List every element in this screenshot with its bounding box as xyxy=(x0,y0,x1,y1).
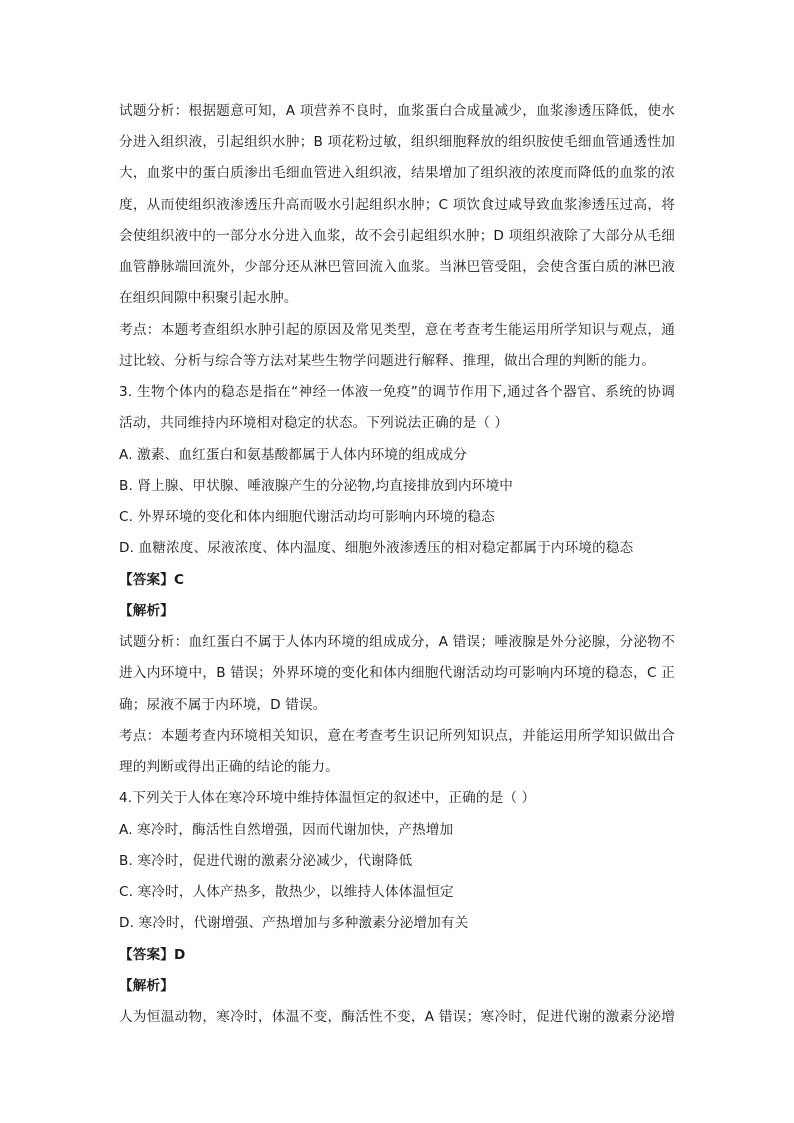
question-3-option-d: D. 血糖浓度、尿液浓度、体内温度、细胞外液渗透压的相对稳定都属于内环境的稳态 xyxy=(119,540,634,556)
text-line-analysis-5: 会使组织液中的一部分水分进入血浆，故不会引起组织水肿；D 项组织液除了大部分从毛细 xyxy=(119,228,675,244)
question-3-option-c: C. 外界环境的变化和体内细胞代谢活动均可影响内环境的稳态 xyxy=(119,509,495,525)
text-line-analysis-2: 分进入组织液，引起组织水肿；B 项花粉过敏，组织细胞释放的组织胺使毛细血管通透性加 xyxy=(119,134,675,150)
question-4-analysis-heading: 【解析】 xyxy=(119,978,174,994)
question-3-option-b: B. 肾上腺、甲状腺、唾液腺产生的分泌物,均直接排放到内环境中 xyxy=(119,478,513,494)
question-3-stem-2: 活动，共同维持内环境相对稳定的状态。下列说法正确的是（ ） xyxy=(119,415,509,431)
text-line-analysis-6: 血管静脉端回流外，少部分还从淋巴管回流入血浆。当淋巴管受阻，会使含蛋白质的淋巴液 xyxy=(119,259,675,275)
text-line-kaodian-2: 过比较、分析与综合等方法对某些生物学问题进行解释、推理，做出合理的判断的能力。 xyxy=(119,353,656,369)
text-line-kaodian-1: 考点：本题考查组织水肿引起的原因及常见类型，意在考查考生能运用所学知识与观点，通 xyxy=(119,322,675,338)
question-3-analysis-1: 试题分析：血红蛋白不属于人体内环境的组成成分，A 错误；唾液腺是外分泌腺，分泌物不 xyxy=(119,634,675,650)
text-line-analysis-4: 度，从而使组织液渗透压升高而吸水引起组织水肿；C 项饮食过咸导致血浆渗透压过高，将 xyxy=(119,197,675,213)
text-line-analysis-7: 在组织间隙中积聚引起水肿。 xyxy=(119,290,298,306)
question-3-analysis-heading: 【解析】 xyxy=(119,603,174,619)
question-4-stem: 4.下列关于人体在寒冷环境中维持体温恒定的叙述中，正确的是（ ） xyxy=(119,790,536,806)
text-line-analysis-3: 大，血浆中的蛋白质渗出毛细血管进入组织液，结果增加了组织液的浓度而降低的血浆的浓 xyxy=(119,165,675,181)
text-line-analysis-1: 试题分析：根据题意可知，A 项营养不良时，血浆蛋白合成量减少，血浆渗透压降低，使水 xyxy=(119,103,675,119)
question-4-analysis-1: 人为恒温动物，寒冷时，体温不变，酶活性不变，A 错误；寒冷时，促进代谢的激素分泌增 xyxy=(119,1009,675,1025)
question-3-analysis-3: 确；尿液不属于内环境，D 错误。 xyxy=(119,697,327,713)
question-3-answer: 【答案】C xyxy=(119,572,185,588)
question-3-option-a: A. 激素、血红蛋白和氨基酸都属于人体内环境的组成成分 xyxy=(119,447,468,463)
question-4-option-a: A. 寒冷时，酶活性自然增强，因而代谢加快，产热增加 xyxy=(119,822,454,838)
question-3-kaodian-2: 理的判断或得出正确的结论的能力。 xyxy=(119,759,339,775)
question-4-option-b: B. 寒冷时，促进代谢的激素分泌减少，代谢降低 xyxy=(119,853,413,869)
question-4-option-c: C. 寒冷时，人体产热多，散热少，以维持人体体温恒定 xyxy=(119,884,454,900)
question-3-stem-1: 3. 生物个体内的稳态是指在“神经一体液一免疫”的调节作用下,通过各个器官、系统的协调 xyxy=(119,384,675,400)
question-3-kaodian-1: 考点：本题考查内环境相关知识，意在考查考生识记所列知识点，并能运用所学知识做出合 xyxy=(119,728,675,744)
question-4-answer: 【答案】D xyxy=(119,947,186,963)
question-4-option-d: D. 寒冷时，代谢增强、产热增加与多种激素分泌增加有关 xyxy=(119,915,469,931)
question-3-analysis-2: 进入内环境中，B 错误；外界环境的变化和体内细胞代谢活动均可影响内环境的稳态，C 正 xyxy=(119,665,675,681)
